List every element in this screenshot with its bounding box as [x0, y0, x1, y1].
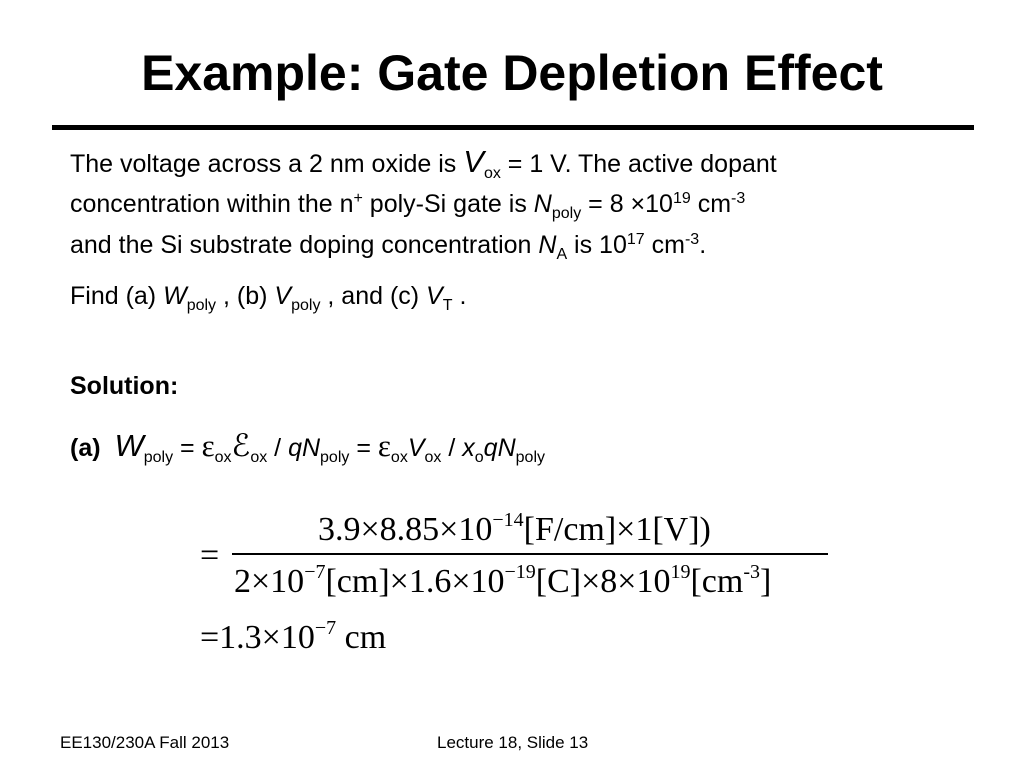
text: is 10: [567, 231, 627, 259]
subscript: ox: [250, 449, 268, 466]
title-divider: [52, 125, 974, 130]
text: .: [699, 231, 707, 259]
text: .: [452, 282, 467, 310]
text: cm: [336, 619, 387, 656]
text: 3.9×8.85×10: [318, 511, 493, 548]
exponent: −7: [314, 617, 337, 639]
fraction-denominator: [234, 562, 771, 602]
equals: =: [349, 434, 378, 462]
part-a-label: (a): [70, 434, 101, 462]
text: [cm: [690, 563, 744, 600]
field-symbol: ℰ: [231, 428, 251, 463]
subscript: ox: [390, 449, 408, 466]
footer-course: EE130/230A Fall 2013: [60, 733, 230, 752]
text: = 8 ×10: [581, 190, 673, 218]
text: concentration within the n: [70, 190, 354, 218]
slide-title: Example: Gate Depletion Effect: [141, 45, 883, 101]
subscript: poly: [320, 449, 350, 466]
equals-sign: =: [200, 537, 220, 574]
subscript: ox: [424, 449, 442, 466]
subscript: poly: [186, 297, 217, 314]
x-symbol: x: [462, 434, 475, 462]
text: = 1 V. The active dopant: [500, 150, 777, 178]
problem-line-3: [70, 229, 706, 261]
subscript: A: [556, 246, 568, 263]
superscript: 17: [626, 231, 645, 248]
text: cm: [690, 190, 732, 218]
text: cm: [644, 231, 685, 259]
superscript: 19: [672, 190, 691, 207]
w-symbol: W: [163, 282, 187, 310]
v-symbol: V: [426, 282, 443, 310]
text: =1.3×10: [200, 619, 315, 656]
fraction-numerator: [318, 510, 711, 550]
text: [cm]×1.6×10: [325, 563, 505, 600]
part-a-formula: [70, 428, 545, 464]
solution-heading: Solution:: [70, 372, 179, 400]
subscript: poly: [515, 449, 545, 466]
exponent: −19: [504, 561, 536, 583]
text: 2×10: [234, 563, 305, 600]
subscript: poly: [291, 297, 321, 314]
qn-symbol: qN: [288, 434, 321, 462]
subscript: ox: [214, 449, 232, 466]
text: ]: [759, 563, 772, 600]
problem-line-2: [70, 188, 745, 220]
subscript: poly: [551, 205, 582, 222]
result-line: [200, 618, 386, 658]
exponent: -3: [743, 561, 760, 583]
text: [C]×8×10: [535, 563, 671, 600]
v-symbol: V: [274, 282, 292, 310]
v-symbol: V: [407, 434, 425, 462]
subscript: o: [474, 449, 484, 466]
superscript: -3: [684, 231, 700, 248]
superscript: -3: [731, 190, 746, 207]
text: , (b): [216, 282, 275, 310]
text: The voltage across a 2 nm oxide is: [70, 150, 464, 178]
n-symbol: N: [538, 231, 557, 259]
text: and the Si substrate doping concentration: [70, 231, 539, 259]
footer-slide-number: Lecture 18, Slide 13: [437, 733, 589, 752]
problem-line-1: [70, 146, 777, 180]
v-symbol: V: [463, 144, 484, 179]
n-symbol: N: [533, 190, 552, 218]
slash: /: [441, 434, 463, 462]
subscript: poly: [143, 449, 174, 466]
text: , and (c): [320, 282, 427, 310]
subscript: T: [442, 297, 453, 314]
exponent: 19: [670, 561, 691, 583]
slash: /: [267, 434, 289, 462]
text: poly-Si gate is: [362, 190, 534, 218]
equals: =: [173, 434, 202, 462]
fraction-bar: [232, 553, 828, 555]
find-line: [70, 280, 466, 312]
exponent: −14: [492, 509, 524, 531]
epsilon-symbol: ε: [377, 428, 391, 463]
text: Find (a): [70, 282, 164, 310]
text: [F/cm]×1[V]): [523, 511, 711, 548]
w-symbol: W: [114, 428, 144, 463]
subscript: ox: [483, 165, 501, 182]
superscript: +: [353, 190, 363, 207]
exponent: −7: [304, 561, 326, 583]
epsilon-symbol: ε: [201, 428, 215, 463]
qn-symbol: qN: [483, 434, 516, 462]
